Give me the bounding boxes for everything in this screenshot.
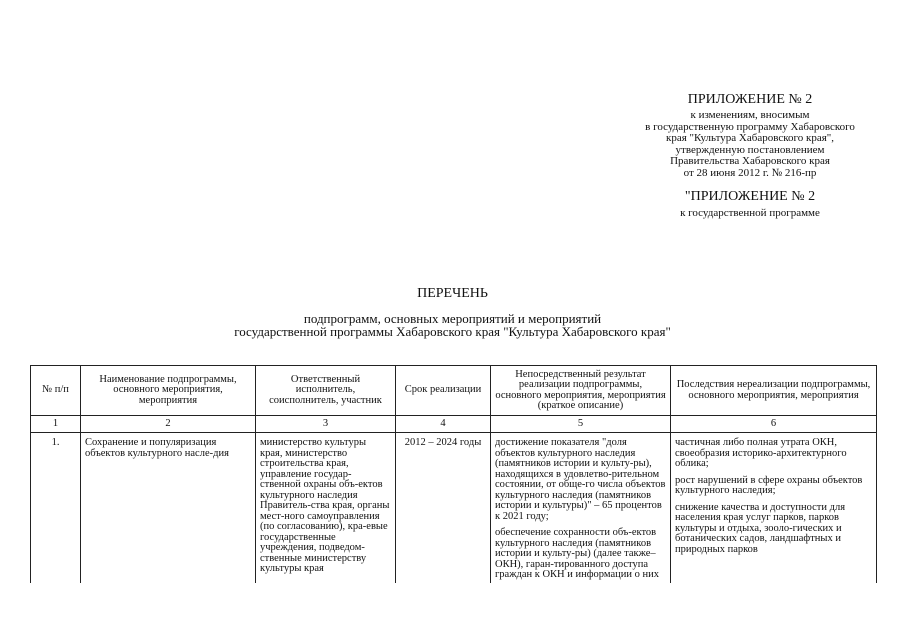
consequence-paragraph: снижение качества и доступности для населения края услуг парков, парков культуры и отдыха, зооло-гических и ботанических садов, ландшафтных и природных парков: [675, 501, 846, 555]
row-name: Сохранение и популяризация объектов культурного насле-дия: [81, 433, 256, 583]
column-number: 5: [491, 416, 671, 433]
row-number: 1.: [31, 433, 81, 583]
programs-table: [30, 365, 877, 583]
table-header-row: [31, 366, 877, 416]
annex-line: от 28 июня 2012 г. № 216-пр: [683, 166, 817, 179]
header-name: Наименование подпрограммы, основного мероприятия, мероприятия: [81, 366, 256, 416]
annex-title: ПРИЛОЖЕНИЕ № 2: [687, 92, 813, 107]
column-number: 1: [31, 416, 81, 433]
document-subtitle-line-2: государственной программы Хабаровского края "Культура Хабаровского края": [234, 324, 671, 339]
annex-subtitle-2: к государственной программе: [680, 207, 820, 219]
column-number: 2: [81, 416, 256, 433]
document-title: ПЕРЕЧЕНЬ: [417, 286, 488, 301]
column-number: 3: [256, 416, 396, 433]
header-result: Непосредственный результат реализации подпрограммы, основного мероприятия, мероприятия (краткое описание): [491, 366, 671, 416]
column-number: 4: [396, 416, 491, 433]
consequence-paragraph: рост нарушений в сфере охраны объектов культурного наследия;: [675, 474, 863, 496]
consequence-paragraph: частичная либо полная утрата ОКН, своеобразия историко-архитектурного облика;: [675, 437, 847, 469]
header-consequences: Последствия нереализации подпрограммы, основного мероприятия, мероприятия: [671, 366, 877, 416]
result-paragraph: обеспечение сохранности объ-ектов культурного наследия (памятников истории и культу-ры) (далее также– ОКН), гаран-тированного доступа граждан к ОКН и информации о них: [495, 527, 659, 580]
table-column-numbers-row: [31, 416, 877, 433]
table-row: [31, 433, 877, 583]
annex-block: [600, 92, 900, 220]
header-executor: Ответственный исполнитель, соисполнитель, участник: [256, 366, 396, 416]
header-term: Срок реализации: [396, 366, 491, 416]
row-executor: министерство культуры края, министерство строительства края, управление государ-ственной охраны объ-ектов культурного наследия Правитель-ства края, органы мест-ного самоуправления (по согласованию), кра-евые государственные учреждения, подведом-ственные министерству культуры края: [256, 433, 396, 583]
row-consequences: [671, 433, 877, 583]
annex-line: утвержденную постановлением: [675, 143, 825, 156]
result-paragraph: достижение показателя "доля объектов культурного наследия (памятников истории и культу-ры), находящихся в удовлетво-рительном состоянии, от обще-го числа объектов культурного наследия (памятников истории и культуры)" – 65 процентов к 2021 году;: [495, 437, 666, 522]
annex-title-2: "ПРИЛОЖЕНИЕ № 2: [684, 189, 816, 204]
column-number: 6: [671, 416, 877, 433]
document-subtitle-line-1: подпрограмм, основных мероприятий и мероприятий: [303, 311, 602, 326]
row-term: 2012 – 2024 годы: [396, 433, 491, 583]
annex-line: к изменениям, вносимым: [690, 109, 810, 121]
annex-line: в государственную программу Хабаровского: [645, 120, 855, 133]
annex-line: края "Культура Хабаровского края",: [665, 132, 835, 144]
header-number: № п/п: [31, 366, 81, 416]
annex-line: Правительства Хабаровского края: [670, 155, 830, 167]
document-heading: [0, 286, 905, 338]
row-result: [491, 433, 671, 583]
